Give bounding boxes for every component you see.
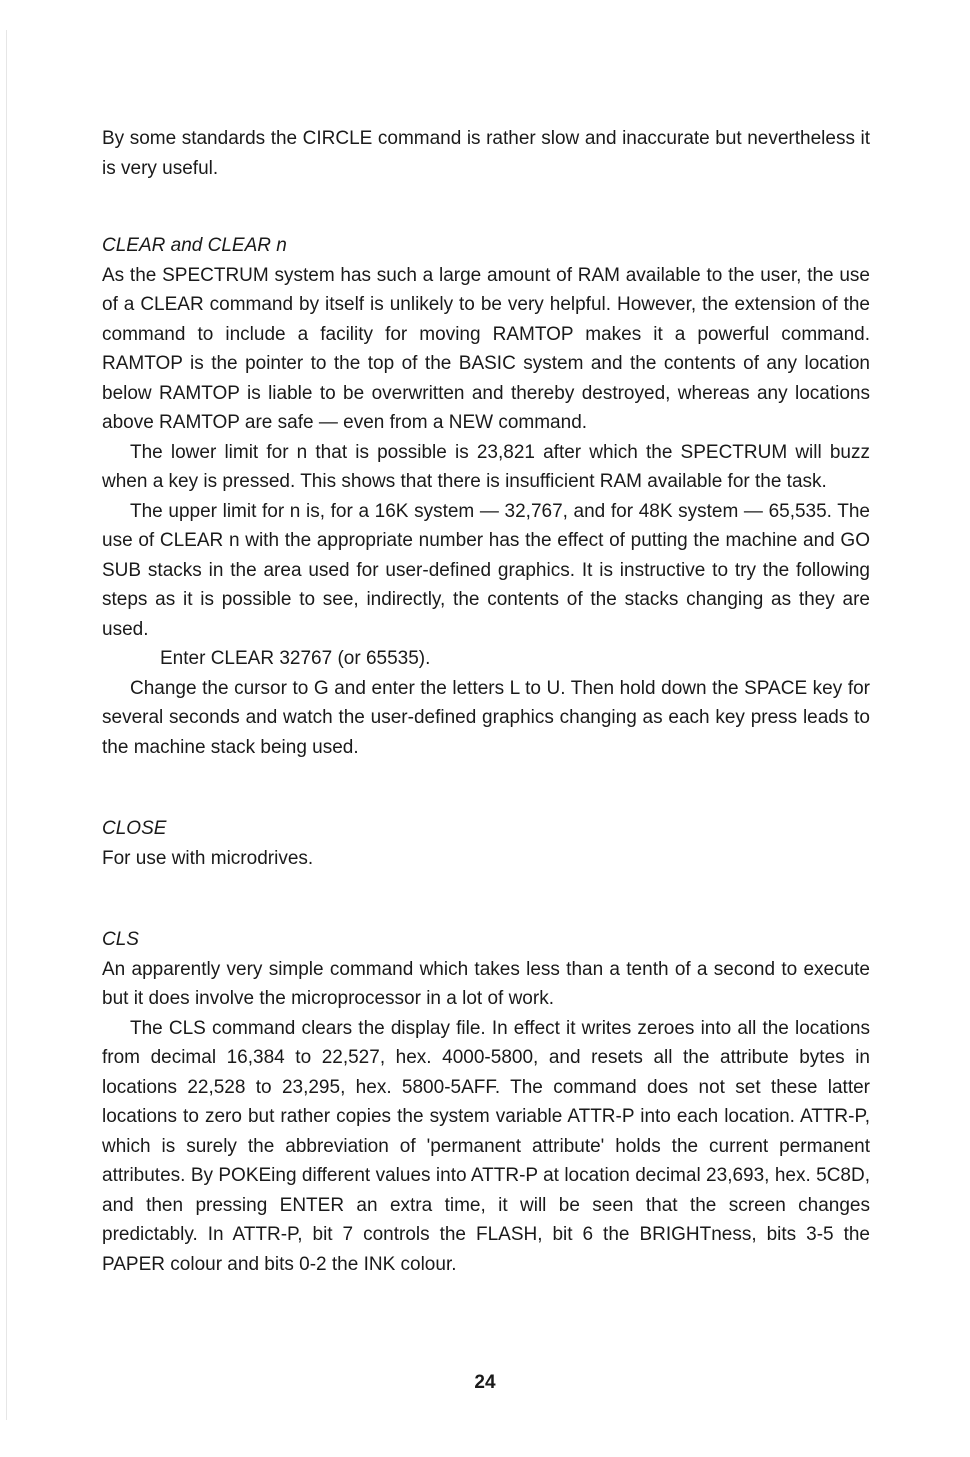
clear-paragraph-3: The upper limit for n is, for a 16K system — 32,767, and for 48K system — 65,535. The use of CLEAR n with the appropriate number has the effect of putting the machine and GO SUB stacks in the area used for user-defined graphics. It is instructive to try the following steps as it is possible to see, indirectly, the contents of the stacks changing as they are used.	[102, 500, 870, 640]
cls-paragraph-2: The CLS command clears the display file. In effect it writes zeroes into all the locations from decimal 16,384 to 22,527, hex. 4000-5800, and resets all the attribute bytes in locations 22,528 to 23,295, hex. 5800-5AFF. The command does not set these latter locations to zero but rather copies the system variable ATTR-P into each location. ATTR-P, which is surely the abbreviation of 'permanent attribute' holds the current permanent attributes. By POKEing different values into ATTR-P at location decimal 23,693, hex. 5C8D, and then pressing ENTER an extra time, it will be seen that the screen changes predictably. In ATTR-P, bit 7 controls the FLASH, bit 6 the BRIGHTness, bits 3-5 the PAPER colour and bits 0-2 the INK colour.	[102, 1017, 870, 1275]
clear-paragraph-5: Change the cursor to G and enter the letters L to U. Then hold down the SPACE key for several seconds and watch the user-defined graphics changing as each key press leads to the machine stack being used.	[102, 677, 870, 758]
clear-instruction: Enter CLEAR 32767 (or 65535).	[160, 648, 431, 669]
section-spacer	[102, 873, 870, 925]
section-spacer	[102, 762, 870, 814]
close-section	[102, 814, 870, 873]
page-body	[102, 124, 870, 1279]
clear-section	[102, 231, 870, 762]
clear-paragraph-2: The lower limit for n that is possible is 23,821 after which the SPECTRUM will buzz when a key is pressed. This shows that there is insufficient RAM available for the task.	[102, 441, 870, 492]
cls-paragraph-1: An apparently very simple command which takes less than a tenth of a second to execute but it does involve the microprocessor in a lot of work.	[102, 958, 870, 1009]
close-heading: CLOSE	[102, 818, 167, 839]
close-paragraph: For use with microdrives.	[102, 847, 314, 869]
clear-heading: CLEAR and CLEAR n	[102, 235, 287, 256]
cls-section	[102, 925, 870, 1279]
clear-paragraph-1: As the SPECTRUM system has such a large amount of RAM available to the user, the use of a CLEAR command by itself is unlikely to be very helpful. However, the extension of the command to include a facility for moving RAMTOP makes it a powerful command. RAMTOP is the pointer to the top of the BASIC system and the contents of any location below RAMTOP is liable to be overwritten and thereby destroyed, whereas any locations above RAMTOP are safe — even from a NEW command.	[102, 264, 870, 433]
cls-heading: CLS	[102, 929, 139, 950]
intro-paragraph: By some standards the CIRCLE command is rather slow and inaccurate but nevertheless it is very useful.	[102, 128, 870, 179]
section-spacer	[102, 183, 870, 231]
page-number: 24	[474, 1372, 496, 1393]
page-edge-line	[6, 30, 7, 1420]
